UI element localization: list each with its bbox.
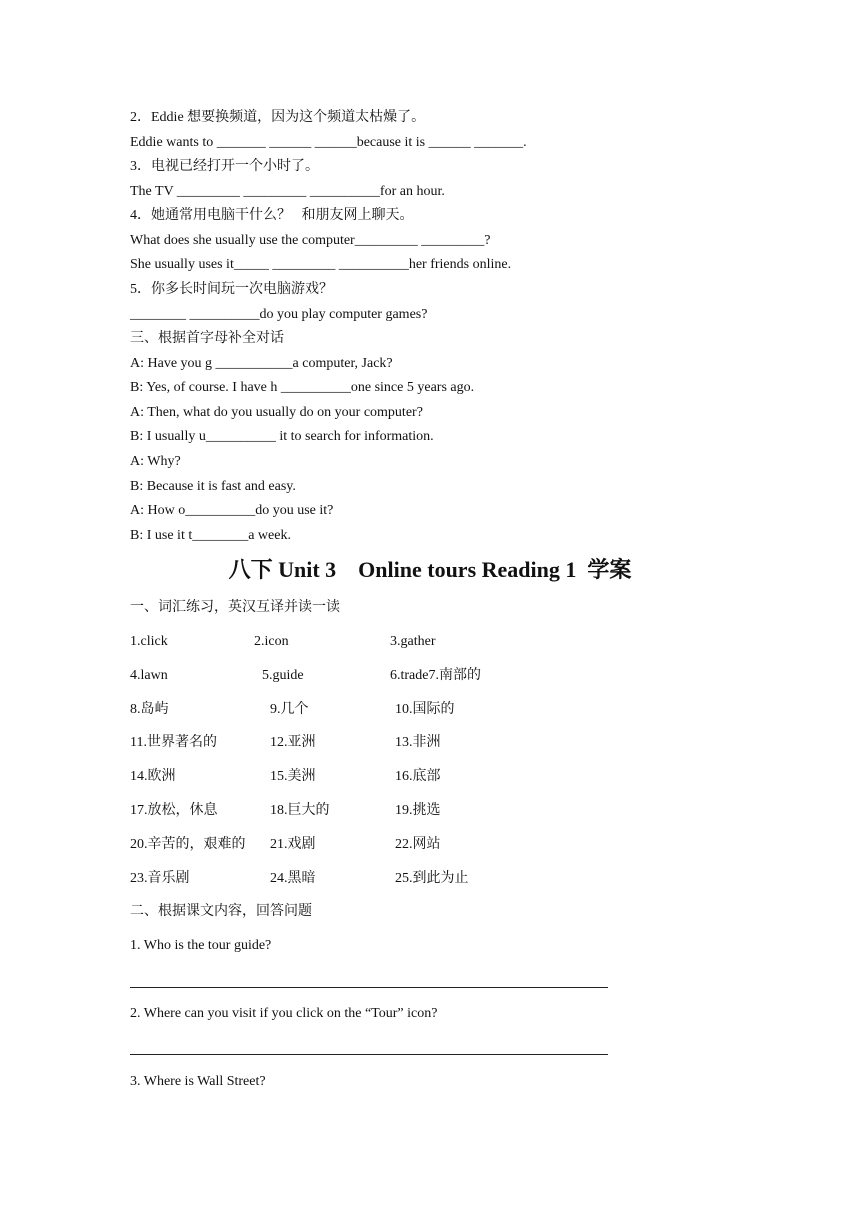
q4-english-blank-2: She usually uses it_____ _________ __________her friends online. xyxy=(130,257,512,272)
dialog-line: B: I usually u__________ it to search for information. xyxy=(130,429,434,444)
dialog-line: A: How o__________do you use it? xyxy=(130,503,334,518)
q5-english-blank: ________ __________do you play computer games? xyxy=(130,307,428,322)
vocab-item: 22.网站 xyxy=(395,837,441,852)
q4-english-blank-1: What does she usually use the computer_________ _________? xyxy=(130,233,491,248)
vocab-item: 4.lawn xyxy=(130,668,168,683)
vocab-item: 9.几个 xyxy=(270,702,309,717)
vocab-item: 12.亚洲 xyxy=(270,735,316,750)
page-title: 八下 Unit 3 Online tours Reading 1 学案 xyxy=(228,557,632,582)
vocab-item: 21.戏剧 xyxy=(270,837,316,852)
dialog-line: A: Then, what do you usually do on your computer? xyxy=(130,405,423,420)
vocab-item: 1.click xyxy=(130,634,168,649)
q2-english-blank: Eddie wants to _______ ______ ______because it is ______ _______. xyxy=(130,135,527,150)
vocab-item: 24.黑暗 xyxy=(270,871,316,886)
q3-english-blank: The TV _________ _________ __________for an hour. xyxy=(130,184,445,199)
vocab-item: 13.非洲 xyxy=(395,735,441,750)
vocab-item: 25.到此为止 xyxy=(395,871,469,886)
dialog-line: B: Because it is fast and easy. xyxy=(130,479,296,494)
q4-chinese: 4．她通常用电脑干什么？ 和朋友网上聊天。 xyxy=(130,208,414,223)
vocab-item: 23.音乐剧 xyxy=(130,871,190,886)
dialog-line: B: I use it t________a week. xyxy=(130,528,291,543)
section-heading-questions: 二、根据课文内容，回答问题 xyxy=(130,904,312,919)
vocab-item: 17.放松，休息 xyxy=(130,803,218,818)
answer-line xyxy=(130,1054,608,1055)
vocab-item: 19.挑选 xyxy=(395,803,441,818)
dialog-line: A: Have you g ___________a computer, Jack? xyxy=(130,356,393,371)
question-2: 2. Where can you visit if you click on the “Tour” icon? xyxy=(130,1006,438,1021)
section-heading-dialog: 三、根据首字母补全对话 xyxy=(130,331,284,346)
q5-chinese: 5．你多长时间玩一次电脑游戏？ xyxy=(130,282,333,297)
q3-chinese: 3．电视已经打开一个小时了。 xyxy=(130,159,319,174)
answer-line xyxy=(130,987,608,988)
vocab-item: 5.guide xyxy=(262,668,304,683)
dialog-line: A: Why? xyxy=(130,454,181,469)
vocab-item: 2.icon xyxy=(254,634,289,649)
dialog-line: B: Yes, of course. I have h __________one since 5 years ago. xyxy=(130,380,475,395)
vocab-item: 3.gather xyxy=(390,634,436,649)
vocab-item: 16.底部 xyxy=(395,769,441,784)
vocab-item: 15.美洲 xyxy=(270,769,316,784)
question-3: 3. Where is Wall Street? xyxy=(130,1074,266,1089)
vocab-item: 6.trade7.南部的 xyxy=(390,668,481,683)
vocab-item: 18.巨大的 xyxy=(270,803,330,818)
vocab-item: 14.欧洲 xyxy=(130,769,176,784)
vocab-item: 10.国际的 xyxy=(395,702,455,717)
q2-chinese: 2．Eddie 想要换频道，因为这个频道太枯燥了。 xyxy=(130,110,426,125)
question-1: 1. Who is the tour guide? xyxy=(130,938,272,953)
vocab-item: 11.世界著名的 xyxy=(130,735,217,750)
vocab-item: 20.辛苦的，艰难的 xyxy=(130,837,246,852)
vocab-item: 8.岛屿 xyxy=(130,702,169,717)
section-heading-vocab: 一、词汇练习，英汉互译并读一读 xyxy=(130,600,340,615)
